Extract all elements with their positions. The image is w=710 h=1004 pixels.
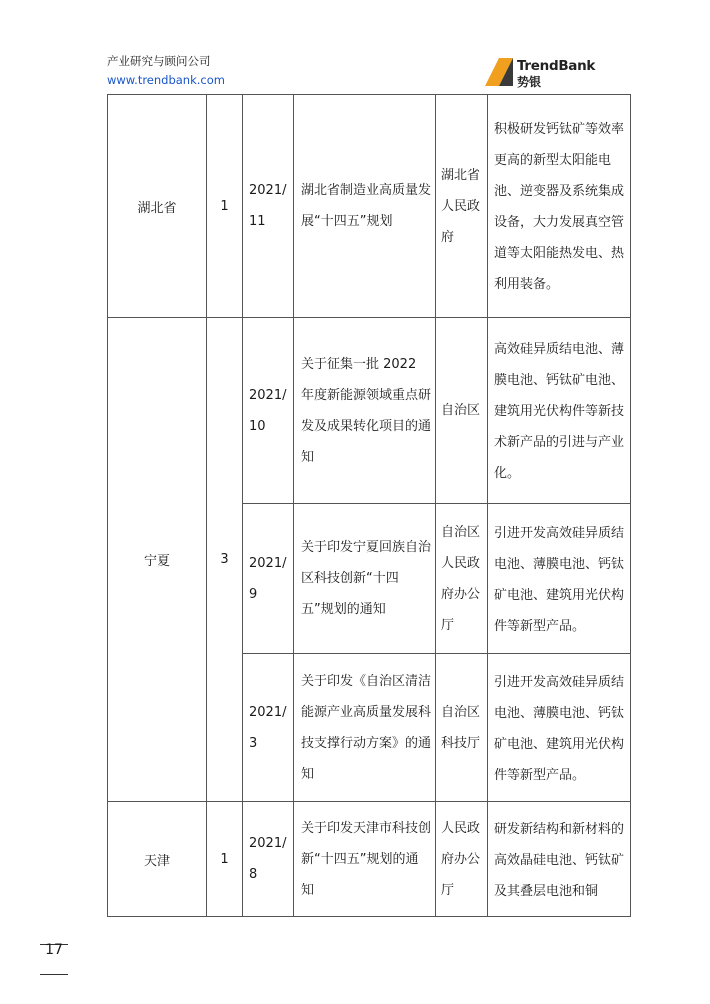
date-month: 10: [249, 418, 266, 434]
logo-text: TrendBank: [517, 58, 596, 74]
company-url[interactable]: www.trendbank.com: [107, 73, 225, 87]
date-cell: [243, 654, 294, 802]
date-year: 2021/: [249, 183, 287, 198]
company-tagline: 产业研究与顾问公司: [107, 54, 211, 68]
desc-cell: 研发新结构和新材料的高效晶硅电池、钙钛矿及其叠层电池和铜: [488, 802, 631, 917]
policy-cell: 关于印发宁夏回族自治区科技创新“十四五”规划的通知: [294, 504, 436, 654]
page-number: 17: [45, 942, 63, 958]
dept-cell: 人民政府办公厅: [436, 802, 488, 917]
policy-cell: 关于印发天津市科技创新“十四五”规划的通知: [294, 802, 436, 917]
table-row: [108, 95, 631, 318]
count-cell: 3: [207, 318, 243, 802]
province-cell: 天津: [108, 802, 207, 917]
dept-cell: 自治区科技厅: [436, 654, 488, 802]
header-info: [107, 52, 225, 90]
province-cell: 宁夏: [108, 318, 207, 802]
policy-cell: 湖北省制造业高质量发展“十四五”规划: [294, 95, 436, 318]
policy-cell: 关于印发《自治区清洁能源产业高质量发展科技支撑行动方案》的通知: [294, 654, 436, 802]
date-month: 3: [249, 735, 258, 751]
policy-table: [107, 94, 631, 917]
date-year: 2021/: [249, 387, 287, 403]
logo-mark-icon: [485, 58, 513, 86]
desc-cell: 引进开发高效硅异质结电池、薄膜电池、钙钛矿电池、建筑用光伏构件等新型产品。: [488, 504, 631, 654]
province-cell: 湖北省: [108, 95, 207, 318]
date-year: 2021/: [249, 836, 287, 851]
count-cell: 1: [207, 802, 243, 917]
page-number-underline: [40, 974, 68, 975]
dept-cell: 湖北省人民政府: [436, 95, 488, 318]
date-cell: [243, 95, 294, 318]
desc-cell: 积极研发钙钛矿等效率更高的新型太阳能电池、逆变器及系统集成设备，大力发展真空管道等太阳能热发电、热利用装备。: [488, 95, 631, 318]
date-cell: [243, 318, 294, 504]
policy-cell: 关于征集一批 2022 年度新能源领域重点研发及成果转化项目的通知: [294, 318, 436, 504]
trendbank-logo: [485, 56, 605, 88]
date-cell: [243, 504, 294, 654]
logo-cn-text: 势银: [517, 75, 542, 89]
desc-cell: 高效硅异质结电池、薄膜电池、钙钛矿电池、建筑用光伏构件等新技术新产品的引进与产业化。: [488, 318, 631, 504]
desc-cell: 引进开发高效硅异质结电池、薄膜电池、钙钛矿电池、建筑用光伏构件等新型产品。: [488, 654, 631, 802]
date-month: 9: [249, 586, 258, 602]
table-row: [108, 802, 631, 917]
date-month: 11: [249, 214, 266, 229]
date-year: 2021/: [249, 555, 287, 571]
date-cell: [243, 802, 294, 917]
dept-cell: 自治区: [436, 318, 488, 504]
dept-cell: 自治区人民政府办公厅: [436, 504, 488, 654]
date-month: 8: [249, 867, 258, 882]
date-year: 2021/: [249, 704, 287, 720]
count-cell: 1: [207, 95, 243, 318]
table-row: [108, 318, 631, 504]
